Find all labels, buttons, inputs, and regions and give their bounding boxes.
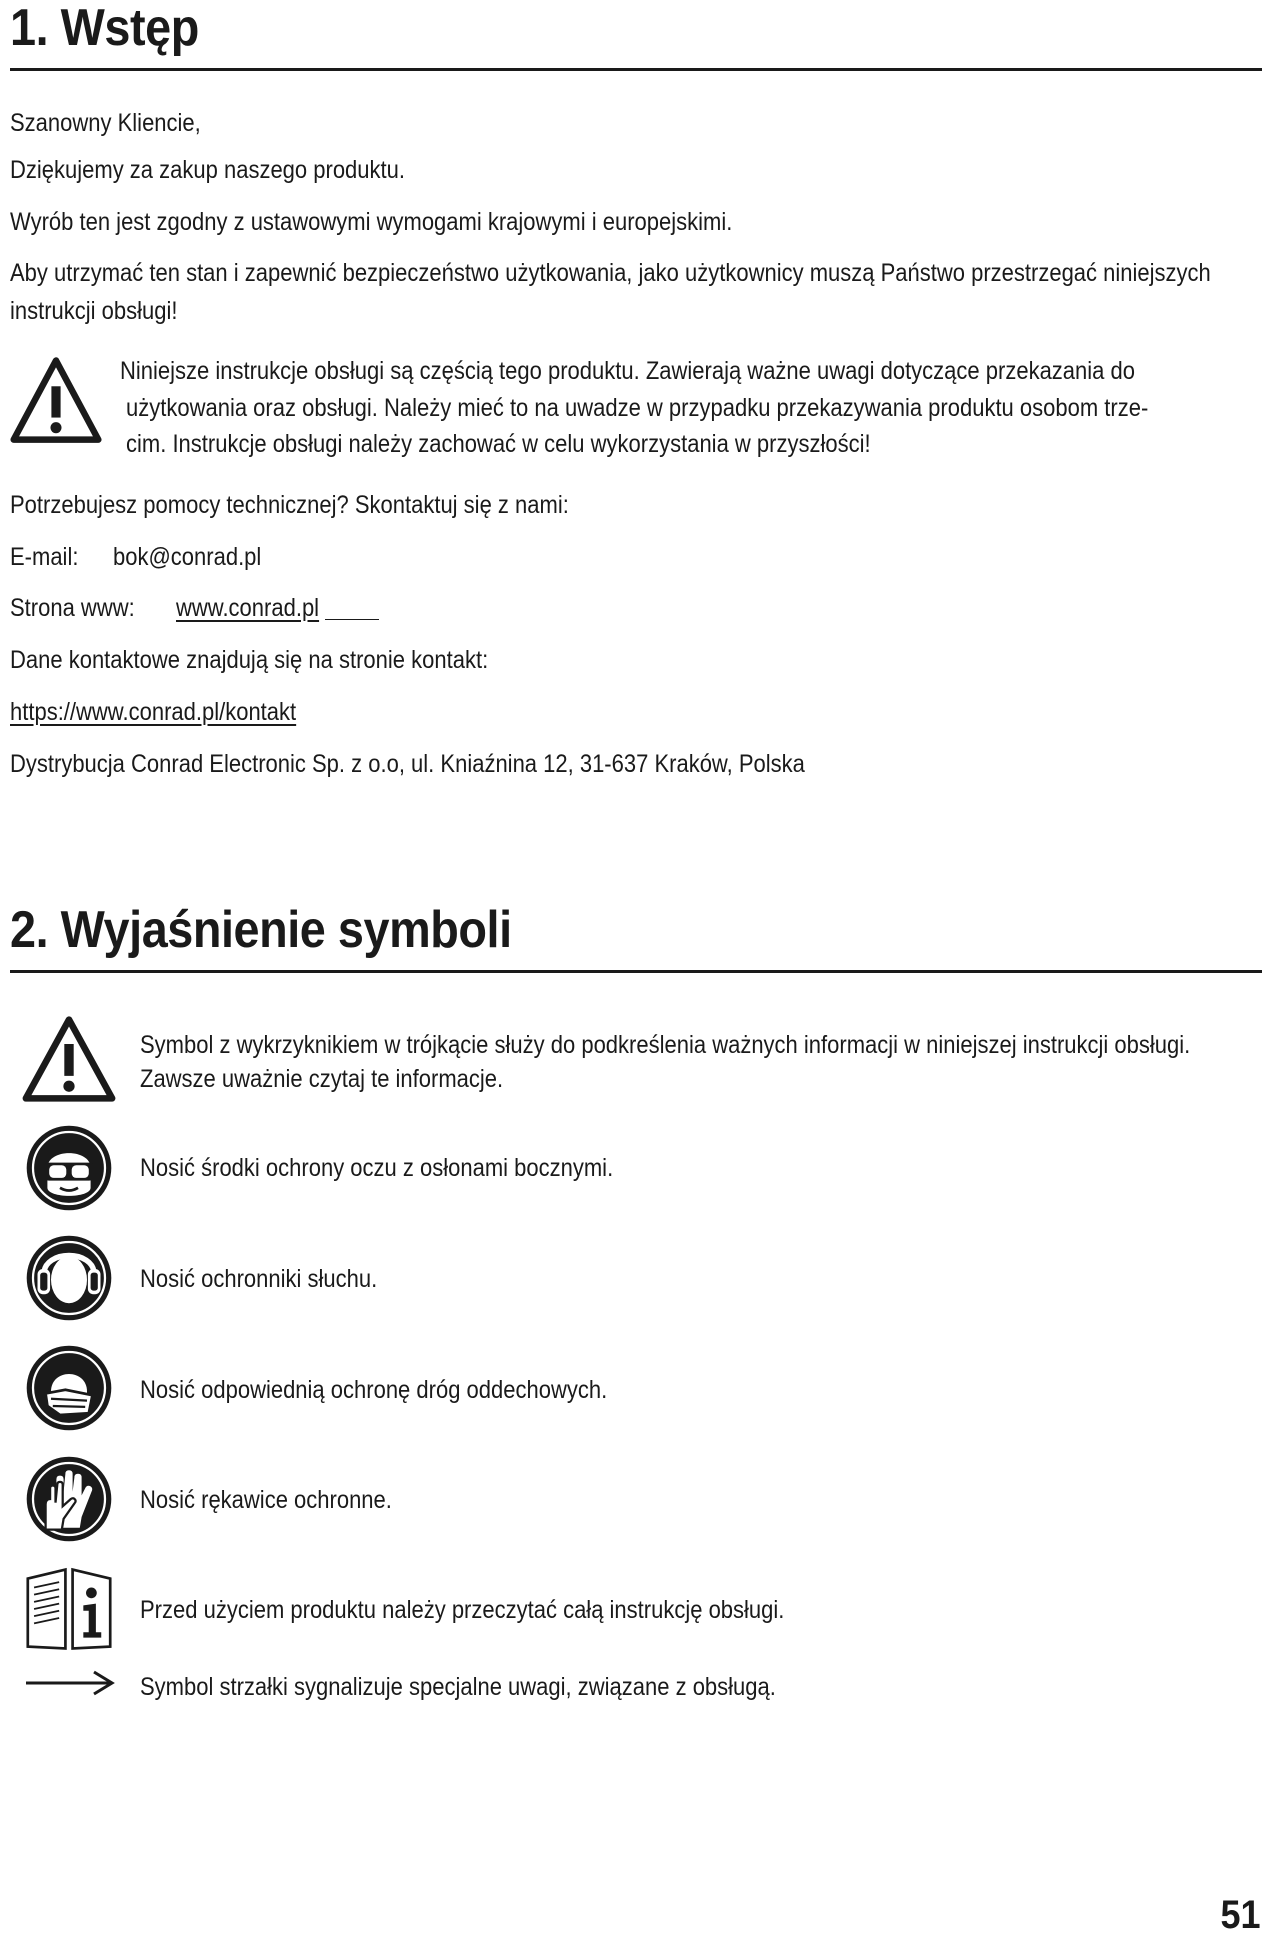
contact-info-text: Dane kontaktowe znajdują się na stronie kontakt: [10,646,489,674]
warning-triangle-icon [22,1014,116,1104]
compliance-text: Wyrób ten jest zgodny z ustawowymi wymogami krajowymi i europejskimi. [10,208,733,236]
safety-text: Aby utrzymać ten stan i zapewnić bezpieczeństwo użytkowania, jako użytkownicy muszą Państwo przestrzegać niniejszych instrukcji obsługi! [10,259,1211,325]
www-label: Strona www: [10,594,135,622]
respiratory-protection-icon [24,1343,114,1433]
hearing-protection-icon [24,1233,114,1323]
www-link[interactable]: www.conrad.pl [176,594,320,622]
symbol-text: Nosić rękawice ochronne. [140,1486,392,1514]
warning-line-3: cim. Instrukcje obsługi należy zachować w celu wykorzystania w przyszłości! [126,430,871,458]
symbol-text: Symbol z wykrzyknikiem w trójkącie służy do podkreślenia ważnych informacji w niniejszej instrukcji obsługi. Zawsze uważnie czytaj te informacje. [140,1031,1191,1093]
distribution-text: Dystrybucja Conrad Electronic Sp. z o.o, ul. Kniaźnina 12, 31-637 Kraków, Polska [10,750,805,778]
arrow-icon [24,1668,116,1698]
warning-triangle-icon [10,355,102,447]
symbol-text: Nosić środki ochrony oczu z osłonami bocznymi. [140,1154,614,1182]
email-label: E-mail: [10,543,79,571]
symbol-text: Nosić odpowiednią ochronę dróg oddechowych. [140,1376,608,1404]
www-underline-extension [325,619,379,620]
section-1-rule [10,68,1262,71]
section-1-title: 1. Wstęp [10,0,199,57]
protective-gloves-icon [24,1454,114,1544]
email-link[interactable]: bok@conrad.pl [113,543,262,571]
contact-url-link[interactable]: https://www.conrad.pl/kontakt [10,698,297,726]
help-text: Potrzebujesz pomocy technicznej? Skontaktuj się z nami: [10,491,569,519]
warning-line-1: Niniejsze instrukcje obsługi są częścią tego produktu. Zawierają ważne uwagi dotyczące przekazania do [120,357,1135,385]
symbol-text: Przed użyciem produktu należy przeczytać całą instrukcję obsługi. [140,1596,785,1624]
symbol-text: Symbol strzałki sygnalizuje specjalne uwagi, związane z obsługą. [140,1673,776,1701]
section-2-title: 2. Wyjaśnienie symboli [10,901,512,959]
warning-line-2: użytkowania oraz obsługi. Należy mieć to na uwadze w przypadku przekazywania produktu osobom trze- [126,394,1149,422]
page-number: 51 [1219,1893,1260,1937]
symbol-text: Nosić ochronniki słuchu. [140,1265,378,1293]
eye-protection-icon [24,1123,114,1213]
thanks-text: Dziękujemy za zakup naszego produktu. [10,156,405,184]
read-manual-icon [24,1566,114,1652]
section-2-rule [10,970,1262,973]
greeting: Szanowny Kliencie, [10,109,201,137]
